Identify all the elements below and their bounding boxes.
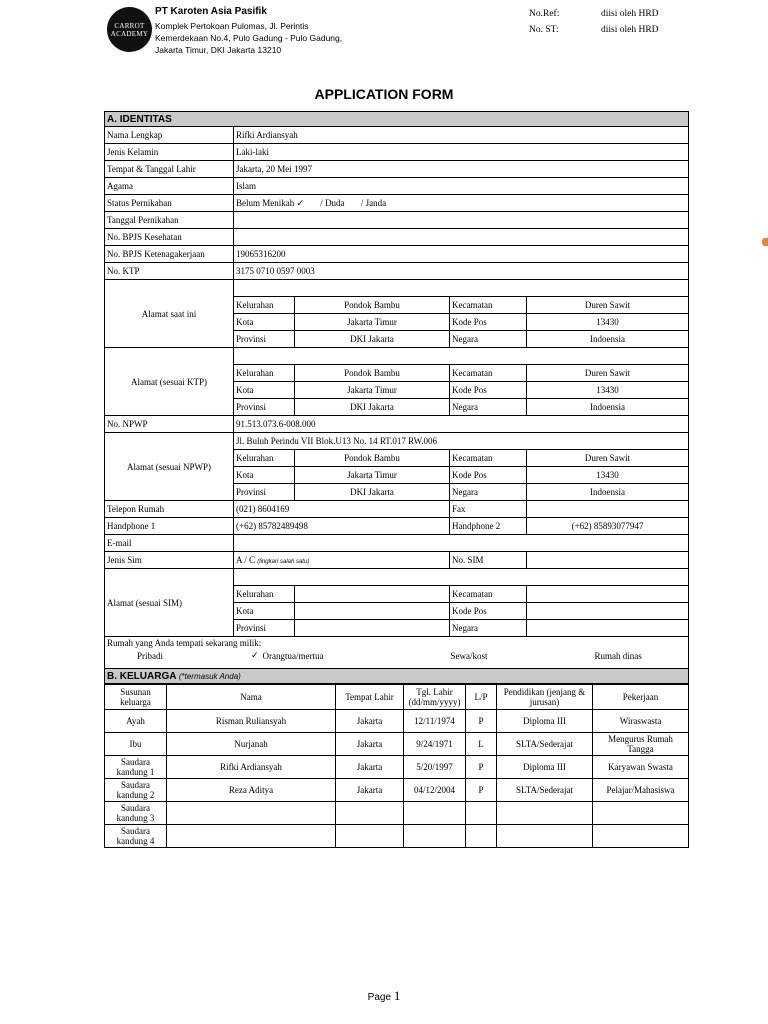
label-alamat-sim: Alamat (sesuai SIM) — [105, 569, 234, 637]
table-row — [105, 756, 689, 779]
field-tanggal-nikah[interactable] — [234, 212, 689, 229]
field-alamat-sim-street[interactable] — [234, 569, 689, 586]
field-kelurahan[interactable]: Pondok Bambu — [295, 365, 450, 382]
family-birthdate[interactable] — [404, 825, 466, 848]
field-kelurahan[interactable]: Pondok Bambu — [295, 450, 450, 467]
label-agama: Agama — [105, 178, 234, 195]
st-value: diisi oleh HRD — [601, 25, 659, 35]
family-name[interactable]: Risman Ruliansyah — [167, 710, 336, 733]
company-address-3: Jakarta Timur, DKI Jakarta 13210 — [155, 45, 282, 55]
family-occupation[interactable]: Karyawan Swasta — [593, 756, 689, 779]
field-jenis-sim[interactable] — [234, 552, 450, 569]
check-icon: ✓ — [296, 198, 305, 209]
section-b-title — [105, 669, 689, 684]
logo-text-2: ACADEMY — [110, 29, 149, 38]
family-relation: Saudara kandung 4 — [105, 825, 167, 848]
family-gender[interactable]: P — [466, 756, 497, 779]
sim-note: (lingkari salah satu) — [257, 559, 310, 565]
company-address-2: Kemerdekaan No.4, Pulo Gadung - Pulo Gadung, — [155, 33, 343, 43]
field-kota[interactable]: Jakarta Timur — [295, 314, 450, 331]
label-no-sim: No. SIM — [450, 552, 527, 569]
family-col-nama: Nama — [167, 685, 336, 710]
status-option-duda[interactable]: Duda — [325, 197, 345, 208]
page-number-value: 1 — [393, 988, 401, 1003]
family-gender[interactable]: L — [466, 733, 497, 756]
label-alamat-npwp: Alamat (sesuai NPWP) — [105, 433, 234, 501]
field-kota[interactable]: Jakarta Timur — [295, 382, 450, 399]
field-ttl[interactable]: Jakarta, 20 Mei 1997 — [234, 161, 689, 178]
field-negara[interactable]: Indoensia — [527, 399, 689, 416]
field-jenis-kelamin[interactable]: Laki-laki — [234, 144, 689, 161]
field-hp1[interactable]: (+62) 85782489498 — [234, 518, 450, 535]
family-name[interactable]: Reza Aditya — [167, 779, 336, 802]
label-email: E-mail — [105, 535, 234, 552]
label-kecamatan: Kecamatan — [450, 365, 527, 382]
label-status: Status Pernikahan — [105, 195, 234, 212]
label-nama: Nama Lengkap — [105, 127, 234, 144]
section-a-title: A. IDENTITAS — [105, 112, 689, 127]
label-negara: Negara — [450, 484, 527, 501]
company-logo — [107, 7, 152, 52]
company-info — [155, 6, 342, 56]
status-option-belum[interactable]: Belum Menikah — [236, 197, 295, 208]
family-occupation[interactable]: Wiraswasta — [593, 710, 689, 733]
sim-options[interactable]: A / C — [236, 555, 256, 565]
table-row — [105, 733, 689, 756]
field-email[interactable] — [234, 535, 689, 552]
family-education[interactable] — [497, 825, 593, 848]
field-kota[interactable]: Jakarta Timur — [295, 467, 450, 484]
field-kecamatan[interactable]: Duren Sawit — [527, 450, 689, 467]
label-kota: Kota — [234, 467, 295, 484]
family-gender[interactable]: P — [466, 779, 497, 802]
label-kecamatan: Kecamatan — [450, 297, 527, 314]
field-alamat-ini-street[interactable] — [234, 280, 689, 297]
field-kecamatan[interactable]: Duren Sawit — [527, 365, 689, 382]
label-jenis-sim: Jenis Sim — [105, 552, 234, 569]
label-bpjs-tk: No. BPJS Ketenagakerjaan — [105, 246, 234, 263]
field-kodepos[interactable] — [527, 603, 689, 620]
field-kodepos[interactable]: 13430 — [527, 382, 689, 399]
label-kota: Kota — [234, 314, 295, 331]
field-telepon[interactable]: (021) 8604169 — [234, 501, 450, 518]
field-bpjs-tk[interactable]: 19065316200 — [234, 246, 689, 263]
family-occupation[interactable]: Mengurus Rumah Tangga — [593, 733, 689, 756]
label-kecamatan: Kecamatan — [450, 450, 527, 467]
option-pribadi[interactable]: Pribadi — [137, 651, 163, 661]
label-bpjs-kes: No. BPJS Kesehatan — [105, 229, 234, 246]
st-label: No. ST: — [529, 25, 559, 35]
label-kota: Kota — [234, 382, 295, 399]
family-relation: Saudara kandung 1 — [105, 756, 167, 779]
family-birthdate[interactable]: 04/12/2004 — [404, 779, 466, 802]
table-row — [105, 825, 689, 848]
family-col-tgl: Tgl. Lahir (dd/mm/yyyy) — [404, 685, 466, 710]
field-status[interactable]: Belum Menikah ✓ / Duda / Janda — [234, 195, 689, 212]
section-b-label: B. KELUARGA — [107, 670, 177, 682]
table-row — [105, 710, 689, 733]
family-col-pekerjaan: Pekerjaan — [593, 685, 689, 710]
family-birthplace[interactable]: Jakarta — [336, 756, 404, 779]
label-negara: Negara — [450, 331, 527, 348]
family-education[interactable]: SLTA/Sederajat — [497, 733, 593, 756]
field-kelurahan[interactable]: Pondok Bambu — [295, 297, 450, 314]
reference-box — [529, 6, 659, 38]
label-kelurahan: Kelurahan — [234, 450, 295, 467]
status-option-janda[interactable]: Janda — [365, 197, 387, 208]
label-kodepos: Kode Pos — [450, 382, 527, 399]
family-education[interactable] — [497, 802, 593, 825]
family-occupation[interactable] — [593, 802, 689, 825]
family-relation: Saudara kandung 3 — [105, 802, 167, 825]
family-name[interactable] — [167, 802, 336, 825]
family-birthdate[interactable] — [404, 802, 466, 825]
family-occupation[interactable] — [593, 825, 689, 848]
option-orangtua[interactable]: Orangtua/mertua — [262, 651, 324, 661]
home-ownership-label: Rumah yang Anda tempati sekarang milik: — [107, 638, 262, 648]
family-birthdate[interactable]: 12/11/1974 — [404, 710, 466, 733]
family-birthplace[interactable] — [336, 802, 404, 825]
family-header-row — [105, 685, 689, 710]
family-birthplace[interactable] — [336, 825, 404, 848]
family-relation: Ibu — [105, 733, 167, 756]
option-rumah-dinas[interactable]: Rumah dinas — [594, 651, 642, 661]
label-kelurahan: Kelurahan — [234, 297, 295, 314]
field-negara[interactable] — [527, 620, 689, 637]
field-provinsi[interactable]: DKI Jakarta — [295, 399, 450, 416]
field-agama[interactable]: Islam — [234, 178, 689, 195]
label-provinsi: Provinsi — [234, 620, 295, 637]
check-icon: ✓ — [251, 651, 259, 661]
family-birthplace[interactable]: Jakarta — [336, 779, 404, 802]
field-fax[interactable] — [527, 501, 689, 518]
form-title: APPLICATION FORM — [314, 86, 454, 102]
family-gender[interactable] — [466, 802, 497, 825]
label-kodepos: Kode Pos — [450, 467, 527, 484]
logo-text-1: CARROT — [114, 21, 145, 30]
family-name[interactable]: Rifki Ardiansyah — [167, 756, 336, 779]
field-kodepos[interactable]: 13430 — [527, 467, 689, 484]
family-birthplace[interactable]: Jakarta — [336, 733, 404, 756]
family-col-pendidikan: Pendidikan (jenjang & jurusan) — [497, 685, 593, 710]
family-col-lp: L/P — [466, 685, 497, 710]
table-row — [105, 802, 689, 825]
label-hp2: Handphone 2 — [450, 518, 527, 535]
field-provinsi[interactable]: DKI Jakarta — [295, 331, 450, 348]
family-birthdate[interactable]: 5/20/1997 — [404, 756, 466, 779]
field-kecamatan[interactable] — [527, 586, 689, 603]
field-alamat-npwp-street[interactable]: Jl. Buluh Perindu VII Blok.U13 No. 14 RT.017 RW.006 — [234, 433, 689, 450]
label-provinsi: Provinsi — [234, 399, 295, 416]
label-telepon: Telepon Rumah — [105, 501, 234, 518]
label-jenis-kelamin: Jenis Kelamin — [105, 144, 234, 161]
option-sewa[interactable]: Sewa/kost — [450, 651, 488, 661]
family-birthdate[interactable]: 9/24/1971 — [404, 733, 466, 756]
family-gender[interactable]: P — [466, 710, 497, 733]
family-birthplace[interactable]: Jakarta — [336, 710, 404, 733]
ref-value: diisi oleh HRD — [601, 9, 659, 19]
field-no-sim[interactable] — [527, 552, 689, 569]
field-kecamatan[interactable]: Duren Sawit — [527, 297, 689, 314]
field-npwp[interactable]: 91.513.073.6-008.000 — [234, 416, 689, 433]
field-bpjs-kes[interactable] — [234, 229, 689, 246]
label-tanggal-nikah: Tanggal Pernikahan — [105, 212, 234, 229]
family-relation: Ayah — [105, 710, 167, 733]
field-kota[interactable] — [295, 603, 450, 620]
label-negara: Negara — [450, 399, 527, 416]
label-negara: Negara — [450, 620, 527, 637]
page-label: Page — [367, 992, 392, 1003]
edge-marker — [762, 238, 768, 246]
label-kodepos: Kode Pos — [450, 603, 527, 620]
label-kelurahan: Kelurahan — [234, 586, 295, 603]
field-ktp[interactable]: 3175 0710 0597 0003 — [234, 263, 689, 280]
label-alamat-ktp: Alamat (sesuai KTP) — [105, 348, 234, 416]
label-hp1: Handphone 1 — [105, 518, 234, 535]
field-alamat-ktp-street[interactable] — [234, 348, 689, 365]
family-education[interactable]: SLTA/Sederajat — [497, 779, 593, 802]
family-education[interactable]: Diploma III — [497, 710, 593, 733]
label-provinsi: Provinsi — [234, 331, 295, 348]
family-occupation[interactable]: Pelajar/Mahasiswa — [593, 779, 689, 802]
label-fax: Fax — [450, 501, 527, 518]
page-number — [0, 988, 768, 1004]
company-name: PT Karoten Asia Pasifik — [155, 6, 267, 17]
label-ktp: No. KTP — [105, 263, 234, 280]
company-address-1: Komplek Pertokoan Pulomas, Jl. Perintis — [155, 21, 309, 31]
label-kodepos: Kode Pos — [450, 314, 527, 331]
family-gender[interactable] — [466, 825, 497, 848]
family-relation: Saudara kandung 2 — [105, 779, 167, 802]
field-kodepos[interactable]: 13430 — [527, 314, 689, 331]
field-nama[interactable]: Rifki Ardiansyah — [234, 127, 689, 144]
family-education[interactable]: Diploma III — [497, 756, 593, 779]
home-ownership — [105, 637, 689, 669]
family-table — [104, 684, 689, 848]
label-kelurahan: Kelurahan — [234, 365, 295, 382]
label-kota: Kota — [234, 603, 295, 620]
label-kecamatan: Kecamatan — [450, 586, 527, 603]
field-negara[interactable]: Indoensia — [527, 484, 689, 501]
ref-label: No.Ref: — [529, 9, 560, 19]
field-hp2[interactable]: (+62) 85893077947 — [527, 518, 689, 535]
label-provinsi: Provinsi — [234, 484, 295, 501]
field-provinsi[interactable] — [295, 620, 450, 637]
family-name[interactable] — [167, 825, 336, 848]
table-row — [105, 779, 689, 802]
field-kelurahan[interactable] — [295, 586, 450, 603]
family-name[interactable]: Nurjanah — [167, 733, 336, 756]
label-alamat-ini: Alamat saat ini — [105, 280, 234, 348]
label-ttl: Tempat & Tanggal Lahir — [105, 161, 234, 178]
label-npwp: No. NPWP — [105, 416, 234, 433]
identity-table — [104, 111, 689, 684]
field-negara[interactable]: Indoensia — [527, 331, 689, 348]
family-col-tempat: Tempat Lahir — [336, 685, 404, 710]
section-b-note: (*termasuk Anda) — [178, 671, 241, 681]
field-provinsi[interactable]: DKI Jakarta — [295, 484, 450, 501]
family-col-susunan: Susunan keluarga — [105, 685, 167, 710]
